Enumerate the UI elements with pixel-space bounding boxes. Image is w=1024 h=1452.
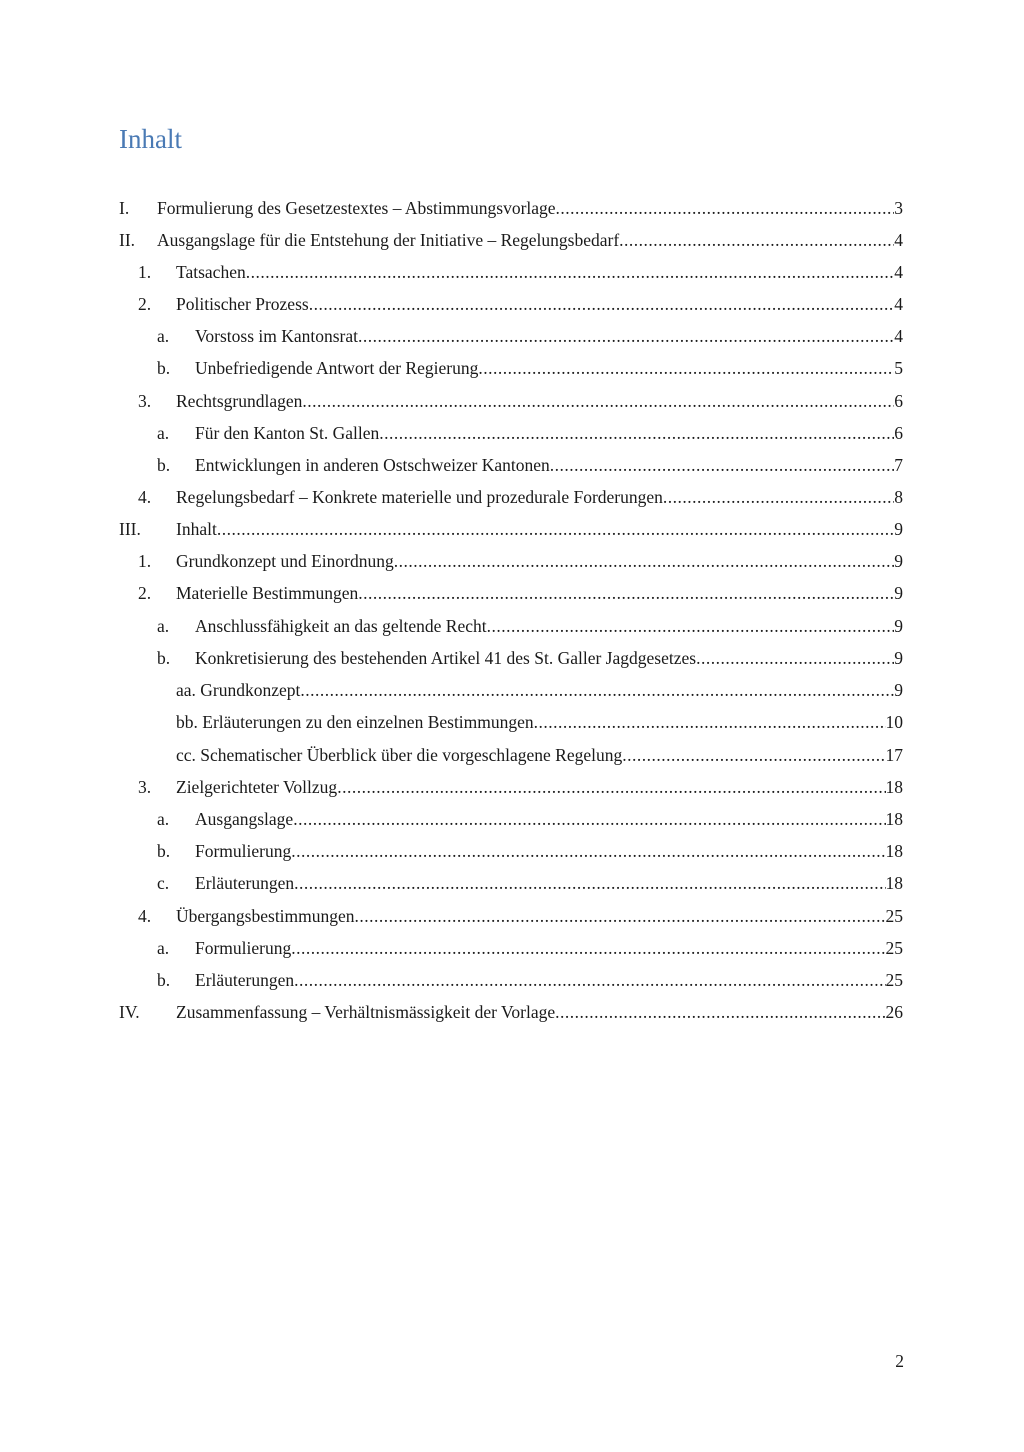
toc-entry[interactable] [0,739,1024,771]
toc-entry-page: 9 [894,680,903,700]
toc-entry-label: Tatsachen [176,262,246,282]
toc-entry[interactable] [0,256,1024,288]
toc-entry[interactable] [0,352,1024,384]
toc-dot-leader [663,481,894,513]
toc-entry[interactable] [0,449,1024,481]
toc-entry-label: Erläuterungen [195,873,295,893]
toc-entry-label: Zusammenfassung – Verhältnismässigkeit der Vorlage [176,1002,556,1022]
toc-entry[interactable] [0,964,1024,996]
toc-entry-page: 18 [885,841,903,861]
toc-dot-leader [309,288,895,320]
toc-dot-leader [294,867,885,899]
toc-entry-label: Politischer Prozess [176,294,309,314]
toc-entry-number: 3. [138,391,152,411]
toc-entry-page: 25 [885,938,903,958]
toc-entry-number: I. [119,198,130,218]
toc-entry-page: 9 [894,648,903,668]
toc-entry-number: a. [157,326,170,346]
toc-entry-page: 9 [894,551,903,571]
toc-dot-leader [487,610,895,642]
toc-entry-number: 1. [138,551,152,571]
toc-entry-page: 3 [894,198,903,218]
toc-entry-page: 4 [894,230,903,250]
toc-dot-leader [619,224,894,256]
toc-dot-leader [556,192,895,224]
toc-dot-leader [291,835,885,867]
toc-entry-label: Inhalt [176,519,217,539]
toc-dot-leader [394,545,895,577]
toc-entry-page: 18 [885,777,903,797]
toc-entry[interactable] [0,835,1024,867]
toc-entry[interactable] [0,224,1024,256]
toc-entry-label: Übergangsbestimmungen [176,906,355,926]
toc-entry-label: Ausgangslage für die Entstehung der Initiative – Regelungsbedarf [157,230,620,250]
toc-entry[interactable] [0,706,1024,738]
toc-dot-leader [478,352,894,384]
toc-entry-page: 4 [894,326,903,346]
page-number: 2 [895,1351,904,1371]
toc-entry-page: 25 [885,970,903,990]
page-title: Inhalt [119,124,182,154]
toc-entry-label: aa. Grundkonzept [176,680,301,700]
toc-entry-page: 18 [885,809,903,829]
toc-entry-page: 4 [894,262,903,282]
toc-entry-label: Konkretisierung des bestehenden Artikel 41 des St. Galler Jagdgesetzes [195,648,697,668]
toc-entry[interactable] [0,513,1024,545]
toc-entry-label: Grundkonzept und Einordnung [176,551,394,571]
toc-entry-number: IV. [119,1002,140,1022]
toc-dot-leader [337,771,885,803]
toc-dot-leader [294,964,885,996]
toc-entry-label: cc. Schematischer Überblick über die vorgeschlagene Regelung [176,745,623,765]
toc-entry-label: Anschlussfähigkeit an das geltende Recht [195,616,487,636]
toc-entry-number: 3. [138,777,152,797]
toc-entry-number: III. [119,519,141,539]
toc-entry-number: b. [157,970,171,990]
toc-entry[interactable] [0,771,1024,803]
toc-entry-label: Erläuterungen [195,970,295,990]
toc-entry-label: Formulierung des Gesetzestextes – Abstimmungsvorlage [157,198,556,218]
toc-dot-leader [300,674,894,706]
toc-entry-number: c. [157,873,170,893]
toc-dot-leader [293,803,885,835]
toc-entry-number: b. [157,841,171,861]
toc-entry-page: 26 [885,1002,903,1022]
toc-entry-page: 25 [885,906,903,926]
toc-entry[interactable] [0,577,1024,609]
toc-entry-number: a. [157,423,170,443]
toc-entry-number: b. [157,648,171,668]
toc-entry-number: a. [157,938,170,958]
toc-dot-leader [534,706,886,738]
toc-dot-leader [696,642,894,674]
toc-dot-leader [622,739,885,771]
toc-entry-number: b. [157,358,171,378]
toc-entry-label: Entwicklungen in anderen Ostschweizer Kantonen [195,455,550,475]
toc-dot-leader [358,320,894,352]
toc-entry[interactable] [0,996,1024,1028]
toc-entry-page: 6 [894,391,903,411]
toc-entry-number: 4. [138,906,152,926]
toc-entry[interactable] [0,320,1024,352]
toc-entry[interactable] [0,642,1024,674]
toc-entry-label: bb. Erläuterungen zu den einzelnen Bestimmungen [176,712,534,732]
toc-entry-number: b. [157,455,171,475]
toc-entry-page: 8 [894,487,903,507]
toc-entry-number: 2. [138,583,152,603]
toc-entry-number: 2. [138,294,152,314]
toc-entry-label: Materielle Bestimmungen [176,583,359,603]
toc-entry[interactable] [0,192,1024,224]
toc-dot-leader [246,256,895,288]
toc-entry-page: 10 [885,712,903,732]
toc-entry-number: a. [157,809,170,829]
toc-dot-leader [550,449,895,481]
toc-entry-label: Ausgangslage [195,809,294,829]
toc-entry-number: II. [119,230,136,250]
toc-entry-page: 9 [894,616,903,636]
toc-entry[interactable] [0,288,1024,320]
toc-entry-page: 18 [885,873,903,893]
toc-entry-label: Rechtsgrundlagen [176,391,303,411]
toc-entry-page: 17 [885,745,903,765]
toc-entry[interactable] [0,674,1024,706]
toc-entry-label: Für den Kanton St. Gallen [195,423,380,443]
toc-dot-leader [358,577,894,609]
toc-entry-number: a. [157,616,170,636]
toc-entry-page: 9 [894,583,903,603]
toc-entry-label: Unbefriedigende Antwort der Regierung [195,358,479,378]
toc-entry-page: 4 [894,294,903,314]
toc-entry[interactable] [0,610,1024,642]
toc-entry[interactable] [0,932,1024,964]
toc-entry[interactable] [0,481,1024,513]
toc-entry-page: 9 [894,519,903,539]
toc-entry[interactable] [0,385,1024,417]
toc-dot-leader [379,417,894,449]
toc-entry-page: 7 [894,455,903,475]
toc-dot-leader [555,996,885,1028]
toc-entry[interactable] [0,803,1024,835]
toc-entry-label: Formulierung [195,841,292,861]
toc-entry-label: Vorstoss im Kantonsrat [195,326,359,346]
toc-entry[interactable] [0,545,1024,577]
toc-entry-page: 5 [894,358,903,378]
toc-entry-label: Regelungsbedarf – Konkrete materielle und prozedurale Forderungen [176,487,663,507]
toc-dot-leader [302,385,894,417]
toc-dot-leader [291,932,885,964]
toc-entry[interactable] [0,900,1024,932]
toc-entry-number: 1. [138,262,152,282]
toc-entry[interactable] [0,867,1024,899]
toc-entry-label: Formulierung [195,938,292,958]
toc-entry[interactable] [0,417,1024,449]
toc-dot-leader [217,513,894,545]
toc-dot-leader [355,900,886,932]
toc-entry-label: Zielgerichteter Vollzug [176,777,338,797]
toc-entry-number: 4. [138,487,152,507]
toc-entry-page: 6 [894,423,903,443]
